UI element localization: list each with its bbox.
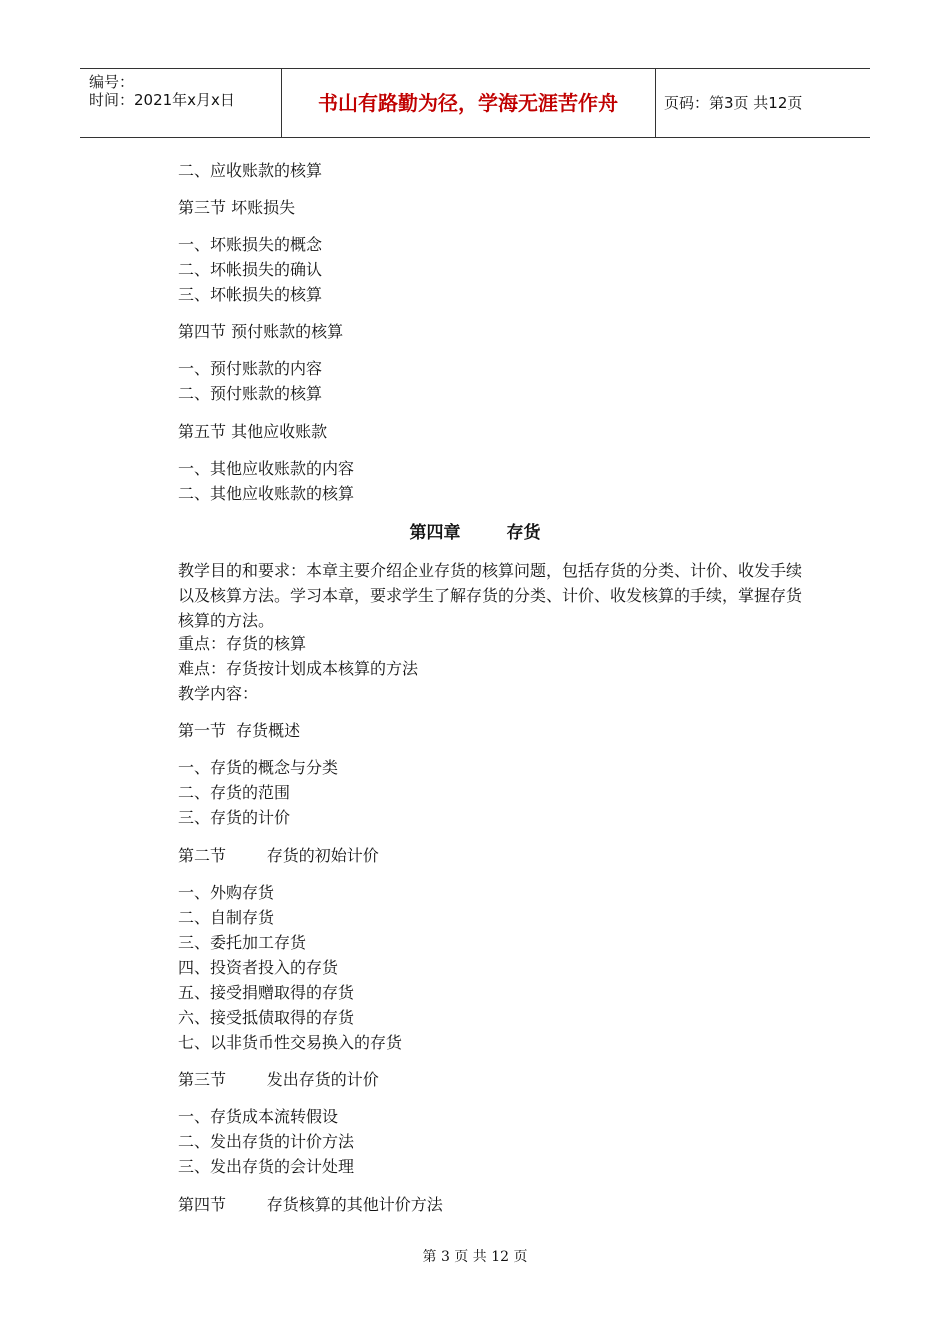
outline-item: 三、发出存货的会计处理 xyxy=(178,1157,355,1176)
header-left-cell xyxy=(80,69,282,137)
outline-item: 三、存货的计价 xyxy=(178,808,291,827)
header-motto-cell xyxy=(281,69,656,137)
teaching-purpose: 教学目的和要求：本章主要介绍企业存货的核算问题，包括存货的分类、计价、收发手续以及核算方法。学习本章，要求学生了解存货的分类、计价、收发核算的手续，掌握存货核算的方法。 xyxy=(178,561,803,630)
outline-item: 一、存货成本流转假设 xyxy=(178,1107,339,1126)
outline-item: 三、坏帐损失的核算 xyxy=(178,285,323,304)
time-label: 时间：2021年x月x日 xyxy=(89,91,235,109)
outline-item: 一、坏账损失的概念 xyxy=(178,235,323,254)
difficulty: 难点：存货按计划成本核算的方法 xyxy=(178,659,419,678)
outline-item: 一、预付账款的内容 xyxy=(178,359,323,378)
outline-item: 三、委托加工存货 xyxy=(178,933,307,952)
number-label: 编号： xyxy=(89,73,135,91)
page-header xyxy=(80,68,870,138)
section-heading: 第五节 其他应收账款 xyxy=(178,422,328,441)
outline-item: 二、应收账款的核算 xyxy=(178,161,323,180)
chapter-title: 存货 xyxy=(506,523,541,543)
outline-item: 六、接受抵债取得的存货 xyxy=(178,1008,355,1027)
section-heading: 第四节 预付账款的核算 xyxy=(178,322,344,341)
page-info: 页码：第3页 共12页 xyxy=(664,94,803,112)
outline-item: 四、投资者投入的存货 xyxy=(178,958,339,977)
chapter-number: 第四章 xyxy=(409,523,461,543)
outline-item: 二、坏帐损失的确认 xyxy=(178,260,323,279)
outline-item: 七、以非货币性交易换入的存货 xyxy=(178,1033,403,1052)
section-heading: 第三节 发出存货的计价 xyxy=(178,1070,379,1089)
outline-item: 五、接受捐赠取得的存货 xyxy=(178,983,355,1002)
page-footer: 第 3 页 共 12 页 xyxy=(422,1249,528,1265)
outline-item: 二、预付账款的核算 xyxy=(178,384,323,403)
outline-item: 二、发出存货的计价方法 xyxy=(178,1132,355,1151)
key-point: 重点：存货的核算 xyxy=(178,634,307,653)
outline-item: 一、其他应收账款的内容 xyxy=(178,459,355,478)
section-heading: 第二节 存货的初始计价 xyxy=(178,846,379,865)
motto: 书山有路勤为径，学海无涯苦作舟 xyxy=(318,91,618,115)
outline-item: 二、其他应收账款的核算 xyxy=(178,484,355,503)
outline-item: 一、存货的概念与分类 xyxy=(178,758,339,777)
outline-item: 一、外购存货 xyxy=(178,883,275,902)
outline-item: 二、自制存货 xyxy=(178,908,275,927)
outline-item: 二、存货的范围 xyxy=(178,783,291,802)
section-heading: 第四节 存货核算的其他计价方法 xyxy=(178,1195,443,1214)
chapter-heading xyxy=(0,523,950,543)
section-heading: 第一节 存货概述 xyxy=(178,721,301,740)
content-label: 教学内容： xyxy=(178,684,259,703)
header-page-cell xyxy=(656,69,870,137)
section-heading: 第三节 坏账损失 xyxy=(178,198,296,217)
